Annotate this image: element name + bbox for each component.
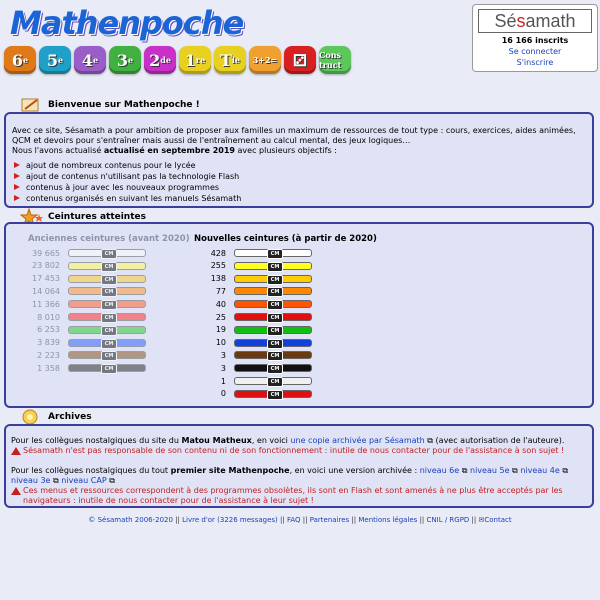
belt-buckle: CM [101,339,117,349]
belt-count: 3 [220,363,226,373]
belt-count: 428 [210,248,226,258]
belt-buckle: CM [101,364,117,374]
archive-level-link[interactable]: niveau 3e [11,476,51,485]
belt-count: 14 064 [32,286,60,296]
level-button[interactable] [179,46,211,74]
text-part: , en voici une version archivée : [289,466,420,475]
belt-icon [234,300,312,308]
brand-accent: s [516,10,526,31]
belt-count: 10 [215,338,226,348]
external-link-icon: ⧉ [509,466,521,475]
old-belts-title: Anciennes ceintures (avant 2020) [28,234,190,244]
sesamath-logo[interactable] [478,9,592,33]
level-button[interactable] [74,46,106,74]
belt-count: 11 366 [32,299,60,309]
level-suffix: e [58,55,64,65]
belt-count: 2 223 [37,350,60,360]
account-box [472,4,598,72]
contact-link[interactable]: Contact [484,516,512,524]
belt-row [28,312,146,322]
belt-count: 6 253 [37,325,60,335]
level-button[interactable] [4,46,36,74]
external-link-icon: ⧉ [106,476,115,485]
belt-icon [68,262,146,270]
list-item: contenus organisés en suivant les manuels Sésamath [12,193,586,204]
level-label: T [219,50,232,70]
belt-row [194,274,312,284]
belt-row [28,338,146,348]
level-suffix: de [160,55,171,65]
belt-buckle: CM [267,275,283,285]
level-label: 3 [116,50,129,70]
level-button[interactable] [214,46,246,74]
archives-title: Archives [48,412,92,422]
belt-icon [234,287,312,295]
belt-row [194,338,312,348]
level-label: 4 [81,50,94,70]
belt-row [194,363,312,373]
logo-text: Mathenpoche [10,4,244,42]
site-logo[interactable] [10,4,244,42]
archive-level-link[interactable]: niveau 4e [520,466,560,475]
belt-icon [234,351,312,359]
level-suffix: e [93,55,99,65]
level-label: Cons truct [319,50,342,70]
belt-count: 0 [220,389,226,399]
belt-row [194,248,312,258]
objectives-list [12,160,586,204]
belt-count: 17 453 [32,274,60,284]
belt-buckle: CM [267,339,283,349]
belt-buckle: CM [267,326,283,336]
text-bold: premier site Mathenpoche [170,466,290,475]
belt-row [28,274,146,284]
belt-row [194,376,312,386]
belt-icon [68,351,146,359]
text-part: Nous l'avons actualisé [12,146,104,155]
belt-buckle: CM [101,275,117,285]
level-suffix: e [128,55,134,65]
archive-level-link[interactable]: niveau 5e [470,466,510,475]
belt-row [194,286,312,296]
welcome-title: Bienvenue sur Mathenpoche ! [48,100,200,110]
new-belts-title: Nouvelles ceintures (à partir de 2020) [194,234,377,244]
level-label: 5 [46,50,59,70]
footer: © Sésamath 2006-2020 || Livre d'or (3226 messages) || FAQ || Partenaires || Mentions légales || CNIL / RGPD || ✉Contact [88,516,512,524]
level-button[interactable] [284,46,316,74]
belt-icon [68,326,146,334]
welcome-update [12,146,586,156]
level-label: 1 [184,50,196,70]
belt-count: 8 010 [37,312,60,322]
belt-count: 1 [220,376,226,386]
belt-buckle: CM [267,364,283,374]
text-part: Pour les collègues nostalgiques du site du [11,436,182,445]
belt-buckle: CM [101,287,117,297]
warning-message: Ces menus et ressources correspondent à des programmes obsolètes, ils sont en Flash et sont amenés à ne plus être acceptés par les navigateurs : inutile de nous contacter pour de l'assistance à leur sujet ! [11,486,587,506]
copyright-link[interactable]: © Sésamath 2006-2020 [88,516,173,524]
level-suffix: e [23,55,29,65]
belt-buckle: CM [267,249,283,259]
belt-icon [68,339,146,347]
belt-count: 39 665 [32,248,60,258]
matou-archive-link[interactable]: une copie archivée par Sésamath [290,436,425,445]
belt-buckle: CM [267,390,283,400]
belt-row [28,248,146,258]
belt-row [28,325,146,335]
level-button[interactable] [249,46,281,74]
level-label: 2 [149,50,161,70]
archive-matou [11,436,587,446]
text-part: (avec autorisation de l'auteure). [433,436,565,445]
archive-level-link[interactable]: niveau 6e [419,466,460,475]
belt-buckle: CM [101,300,117,310]
level-button[interactable] [109,46,141,74]
belt-icon [234,326,312,334]
external-link-icon: ⧉ [459,466,471,475]
level-label: ⚂ [293,50,307,70]
level-suffix: le [231,55,241,65]
belt-icon [234,262,312,270]
belt-row [194,312,312,322]
external-link-icon: ⧉ [559,466,569,475]
brand-part: Sé [494,10,517,31]
belt-row [194,325,312,335]
text-bold: actualisé en septembre 2019 [103,146,235,155]
archive-level-link[interactable]: niveau CAP [61,476,107,485]
belt-icon [234,275,312,283]
level-button[interactable] [319,46,351,74]
text-part: avec plusieurs objectifs : [234,146,337,155]
faq-link[interactable]: FAQ [286,516,301,524]
belt-icon [68,300,146,308]
belt-icon [234,249,312,257]
belt-buckle: CM [101,249,117,259]
belt-buckle: CM [101,262,117,272]
belt-row [194,261,312,271]
belt-icon [68,249,146,257]
level-nav [4,46,351,74]
text-part: , en voici [251,436,291,445]
archives-panel [4,424,594,508]
list-item: ajout de contenus n'utilisant pas la technologie Flash [12,171,586,182]
belt-icon [234,339,312,347]
warning-message: Sésamath n'est pas responsable de son contenu ni de son fonctionnement : inutile de nous contacter pour de l'assistance à son sujet ! [11,446,587,456]
text-part: Pour les collègues nostalgiques du tout [11,466,171,475]
belt-icon [234,364,312,372]
belts-panel [4,222,594,408]
belt-count: 40 [215,299,226,309]
contact-icon: ✉ [478,516,485,524]
level-button[interactable] [144,46,176,74]
belt-count: 19 [215,325,226,335]
cnil-link[interactable]: CNIL / RGPD [426,516,470,524]
level-label: 6 [11,50,24,70]
belt-row [28,350,146,360]
belt-count: 138 [210,274,226,284]
belt-buckle: CM [267,287,283,297]
belt-count: 3 839 [37,338,60,348]
belt-count: 25 [215,312,226,322]
belt-buckle: CM [267,351,283,361]
belt-buckle: CM [267,313,283,323]
brand-part: amath [525,10,576,31]
login-link[interactable]: Se connecter [508,47,562,56]
text-bold: Matou Matheux [181,436,252,445]
signup-link[interactable]: S'inscrire [516,58,554,67]
level-suffix: re [195,55,206,65]
belt-row [28,299,146,309]
belt-row [194,389,312,399]
partners-link[interactable]: Partenaires [309,516,350,524]
welcome-text: Avec ce site, Sésamath a pour ambition de proposer aux familles un maximum de ressources de tout type : cours, exercices, aides animées, QCM et devoirs pour s'entraîner mais aussi de l'entraînement au calcul mental, des jeux logiques… [12,126,576,145]
legal-link[interactable]: Mentions légales [358,516,418,524]
belt-icon [234,377,312,385]
belt-row [28,286,146,296]
belt-icon [68,287,146,295]
belt-row [194,299,312,309]
belt-icon [234,390,312,398]
belt-icon [68,364,146,372]
belt-row [28,363,146,373]
belt-count: 23 802 [32,261,60,271]
belt-buckle: CM [101,326,117,336]
belt-icon [234,313,312,321]
list-item: ajout de nombreux contenus pour le lycée [12,160,586,171]
list-item: contenus à jour avec les nouveaux programmes [12,182,586,193]
belt-count: 255 [210,261,226,271]
level-button[interactable] [39,46,71,74]
belt-buckle: CM [267,262,283,272]
welcome-panel [4,112,594,208]
external-link-icon: ⧉ [427,436,433,445]
belt-row [194,350,312,360]
belt-icon [68,313,146,321]
belt-count: 77 [215,286,226,296]
belt-buckle: CM [267,300,283,310]
archive-mathenpoche [11,466,587,486]
belt-buckle: CM [101,351,117,361]
belt-buckle: CM [267,377,283,387]
belt-row [28,261,146,271]
guestbook-link[interactable]: Livre d'or (3226 messages) [182,516,278,524]
belts-title: Ceintures atteintes [48,212,146,222]
belt-buckle: CM [101,313,117,323]
belt-count: 1 358 [37,363,60,373]
belt-count: 3 [220,350,226,360]
level-label: 3+2= [252,55,278,65]
external-link-icon: ⧉ [50,476,62,485]
belt-icon [68,275,146,283]
member-count: 16 166 inscrits [501,36,569,45]
